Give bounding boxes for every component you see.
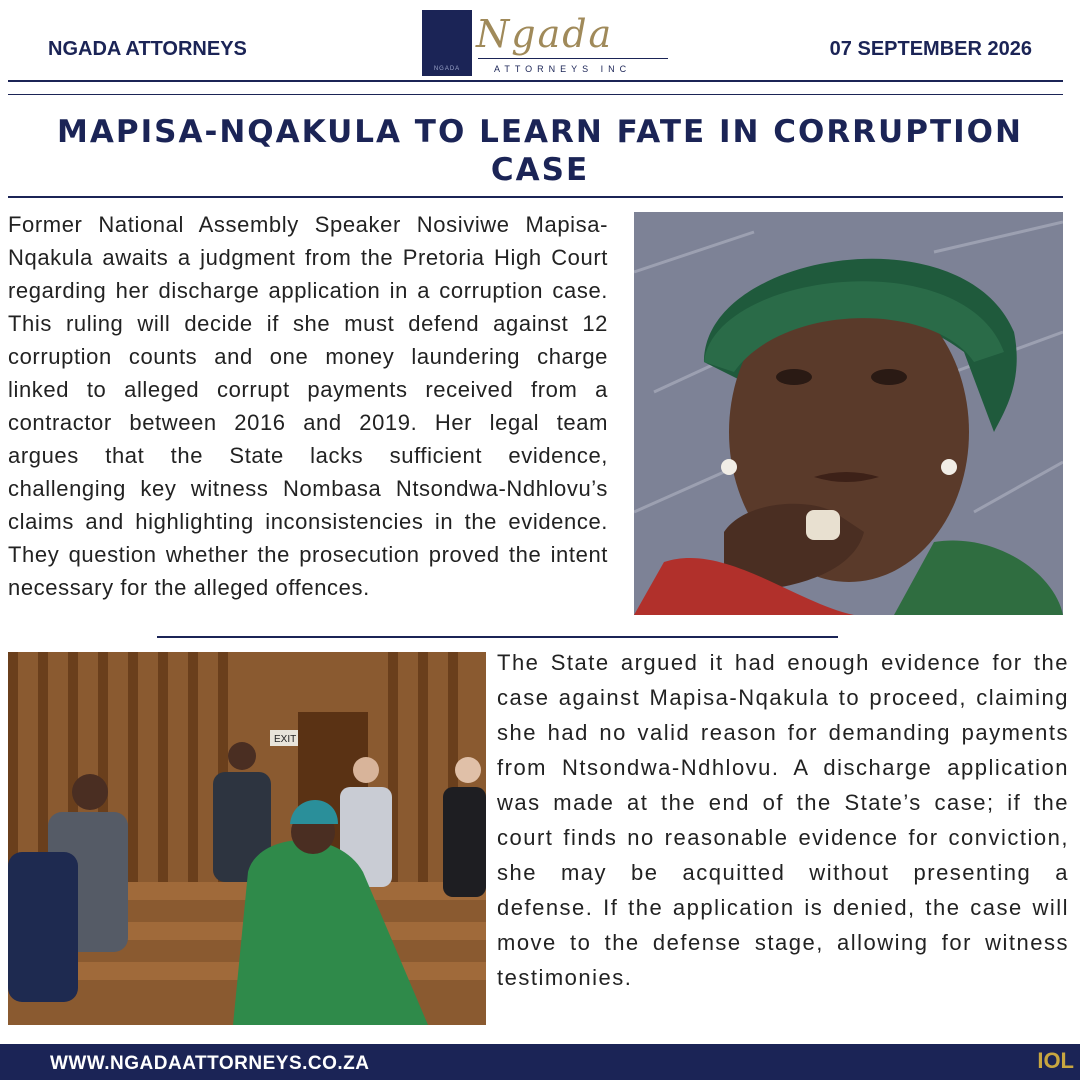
company-logo <box>422 10 672 76</box>
footer-bar <box>0 1044 1080 1080</box>
portrait-photo <box>634 212 1063 615</box>
section-divider <box>157 636 838 638</box>
logo-box-text: NGADA <box>433 66 461 72</box>
headline: MAPISA-NQAKULA TO LEARN FATE IN CORRUPTION CASE <box>57 114 1023 188</box>
exit-sign-text: EXIT <box>274 734 297 745</box>
courtroom-photo <box>8 652 486 1025</box>
logo-script: Ngada <box>476 12 614 56</box>
header-rule-bottom <box>8 94 1063 95</box>
portrait-illustration <box>634 212 1063 615</box>
courtroom-illustration <box>8 652 486 1025</box>
logo-divider <box>478 58 668 59</box>
logo-subtitle: ATTORNEYS INC <box>494 64 632 74</box>
header-rule-top <box>8 80 1063 82</box>
iol-watermark: IOL <box>1037 1048 1074 1073</box>
article-paragraph-1: Former National Assembly Speaker Nosiviwe Mapisa-Nqakula awaits a judgment from the Pretoria High Court regarding her discharge application in a corruption case. This ruling will decide if she must defend against 12 corruption counts and one money laundering charge linked to alleged corrupt payments received from a contractor between 2016 and 2019. Her legal team argues that the State lacks sufficient evidence, challenging key witness Nombasa Ntsondwa-Ndhlovu’s claims and highlighting inconsistencies in the evidence. They question whether the prosecution proved the intent necessary for the alleged offences. <box>8 212 608 600</box>
firm-name: NGADA ATTORNEYS <box>48 38 247 60</box>
publish-date: 07 SEPTEMBER 2026 <box>829 38 1032 60</box>
article-paragraph-2: The State argued it had enough evidence for the case against Mapisa-Nqakula to proceed, claiming she had no valid reason for demanding payments from Ntsondwa-Ndhlovu. A discharge application was made at the end of the State’s case; if the court finds no reasonable evidence for conviction, she may be acquitted without presenting a defense. If the application is denied, the case will move to the defense stage, allowing for witness testimonies. <box>497 650 1069 990</box>
website-link[interactable]: WWW.NGADAATTORNEYS.CO.ZA <box>50 1053 370 1074</box>
logo-box <box>422 10 472 76</box>
headline-rule <box>8 196 1063 198</box>
